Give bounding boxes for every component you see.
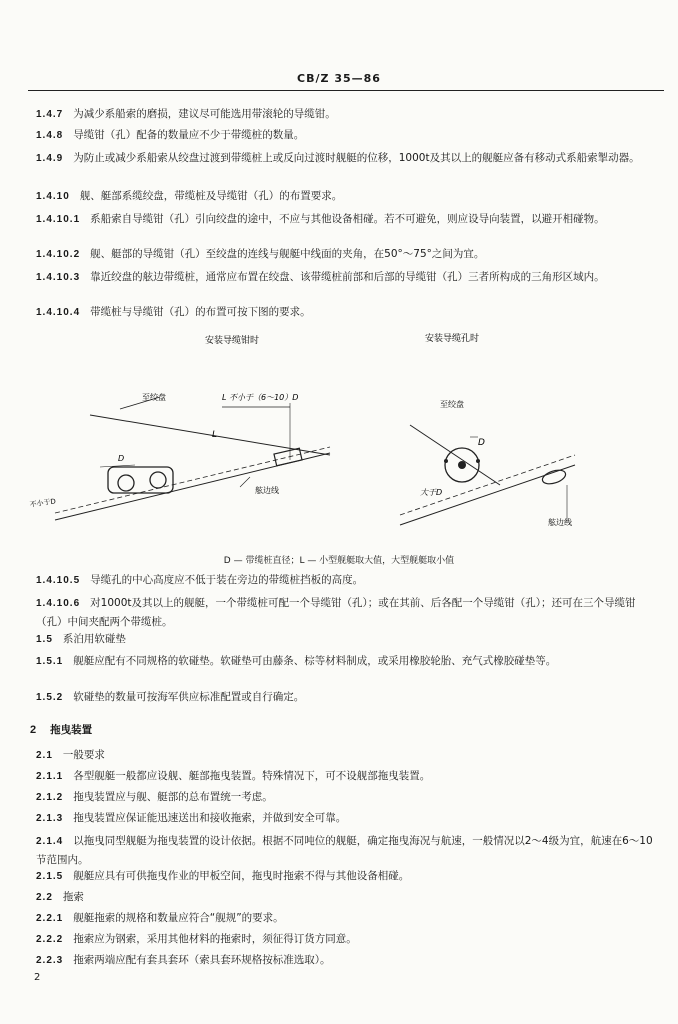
paragraph bbox=[36, 305, 656, 320]
right-D-label: D bbox=[478, 438, 485, 448]
edge-leader bbox=[240, 477, 250, 487]
section-heading bbox=[36, 632, 656, 647]
clause-text: 带缆桩与导缆钳（孔）的布置可按下图的要求。 bbox=[90, 306, 311, 318]
header-rule bbox=[28, 90, 664, 91]
clause-text: 舰艇拖索的规格和数量应符合“舰规”的要求。 bbox=[73, 912, 284, 924]
chapter-heading bbox=[30, 723, 650, 738]
paragraph bbox=[36, 690, 656, 705]
clause-text: 为防止或减少系船索从绞盘过渡到带缆桩上或反向过渡时舰艇的位移，1000t及其以上的舰艇应备有移动式系船索掣动器。 bbox=[73, 152, 640, 164]
bollard-post bbox=[150, 472, 166, 488]
bollard-hole bbox=[476, 459, 480, 463]
clause-text: 一般要求 bbox=[62, 749, 105, 761]
paragraph bbox=[36, 268, 656, 287]
paragraph bbox=[36, 869, 656, 884]
clause-text: 拖曳装置应与舰、艇部的总布置统一考虑。 bbox=[73, 791, 273, 803]
clause-number: 1.5.1 bbox=[36, 656, 64, 667]
clause-text: 拖曳装置应保证能迅速送出和接收拖索，并做到安全可靠。 bbox=[73, 812, 347, 824]
clause-number: 2.1.2 bbox=[36, 792, 64, 803]
paragraph bbox=[36, 573, 656, 588]
paragraph bbox=[36, 790, 656, 805]
clause-text: 导缆孔的中心高度应不低于装在旁边的带缆桩挡板的高度。 bbox=[90, 574, 364, 586]
chapter-number: 2 bbox=[30, 724, 37, 736]
fairlead-symbol bbox=[274, 448, 302, 466]
paragraph bbox=[36, 128, 656, 143]
paragraph bbox=[36, 769, 656, 784]
paragraph bbox=[36, 210, 656, 229]
clause-number: 1.4.10.6 bbox=[36, 598, 81, 609]
clause-text: 对1000t及其以上的舰艇，一个带缆桩可配一个导缆钳（孔）；或在其前、后各配一个导缆钳（孔）；还可在三个导缆钳（孔）中间夹配两个带缆桩。 bbox=[36, 597, 636, 628]
clause-number: 1.4.10.5 bbox=[36, 575, 81, 586]
paragraph bbox=[36, 594, 656, 632]
paragraph bbox=[36, 811, 656, 826]
left-edge-label: 舷边线 bbox=[255, 486, 279, 495]
paragraph bbox=[36, 107, 656, 122]
clause-number: 1.4.10.2 bbox=[36, 249, 81, 260]
clause-number: 1.4.10.4 bbox=[36, 307, 81, 318]
distance-label: L 不小于（6～10）D bbox=[222, 393, 299, 402]
greater-label: 大于D bbox=[420, 488, 443, 497]
mooring-layout-figure bbox=[0, 325, 678, 565]
clause-text: 系船索自导缆钳（孔）引向绞盘的途中，不应与其他设备相碰。若不可避免，则应设导向装置，以避开相碰物。 bbox=[90, 213, 605, 225]
clause-text: 拖索应为钢索，采用其他材料的拖索时，须征得订货方同意。 bbox=[73, 933, 357, 945]
rope-line bbox=[410, 425, 500, 485]
bollard-hole bbox=[444, 459, 448, 463]
clause-number: 1.4.9 bbox=[36, 153, 64, 164]
clause-number: 1.4.10.3 bbox=[36, 272, 81, 283]
section-heading bbox=[36, 890, 656, 905]
clause-text: 拖索两端应配有套具套环（索具套环规格按标准选取）。 bbox=[73, 954, 331, 966]
left-figure-title: 安装导缆钳时 bbox=[205, 336, 260, 346]
clause-number: 1.5.2 bbox=[36, 692, 64, 703]
clause-number: 2.2.1 bbox=[36, 913, 64, 924]
paragraph bbox=[36, 652, 656, 671]
section-heading bbox=[36, 748, 656, 763]
clause-text: 靠近绞盘的舷边带缆桩，通常应布置在绞盘、该带缆桩前部和后部的导缆钳（孔）三者所构成的三角形区域内。 bbox=[90, 271, 605, 283]
clause-text: 舰艇应配有不同规格的软碰垫。软碰垫可由藤条、棕等材料制成，或采用橡胶轮胎、充气式橡胶碰垫等。 bbox=[73, 655, 557, 667]
right-capstan-label: 至绞盘 bbox=[440, 400, 464, 409]
paragraph bbox=[36, 911, 656, 926]
paragraph bbox=[36, 832, 656, 870]
clause-text: 为减少系船索的磨损，建议尽可能选用带滚轮的导缆钳。 bbox=[73, 108, 336, 120]
clause-number: 1.4.10 bbox=[36, 191, 70, 202]
clause-text: 舰艇应具有可供拖曳作业的甲板空间，拖曳时拖索不得与其他设备相碰。 bbox=[73, 870, 410, 882]
clause-text: 拖索 bbox=[62, 891, 84, 903]
clause-text: 舰、艇部的导缆钳（孔）至绞盘的连线与舰艇中线面的夹角，在50°～75°之间为宜。 bbox=[90, 248, 485, 260]
clause-number: 1.4.8 bbox=[36, 130, 64, 141]
figure-caption: D — 带缆桩直径；L — 小型舰艇取大值，大型舰艇取小值 bbox=[223, 556, 455, 566]
paragraph bbox=[36, 149, 656, 168]
fairlead-hole-symbol bbox=[541, 468, 568, 487]
clause-number: 1.4.10.1 bbox=[36, 214, 81, 225]
right-diagram bbox=[400, 399, 575, 527]
bollard-center bbox=[458, 461, 466, 469]
clause-text: 舰、艇部系缆绞盘，带缆桩及导缆钳（孔）的布置要求。 bbox=[79, 190, 343, 202]
paragraph bbox=[36, 953, 656, 968]
clause-number: 2.1.1 bbox=[36, 771, 64, 782]
document-header: CB/Z 35—86 bbox=[297, 72, 381, 85]
clause-text: 导缆钳（孔）配备的数量应不少于带缆桩的数量。 bbox=[73, 129, 305, 141]
clause-text: 以拖曳同型舰艇为拖曳装置的设计依据。根据不同吨位的舰艇，确定拖曳海况与航速，一般情况以2～4级为宜，航速在6～10节范围内。 bbox=[36, 835, 653, 866]
clause-text: 系泊用软碰垫 bbox=[62, 633, 126, 645]
clause-number: 1.5 bbox=[36, 634, 53, 645]
clause-number: 2.1 bbox=[36, 750, 53, 761]
left-diagram bbox=[29, 392, 330, 520]
L-label: L bbox=[212, 430, 218, 440]
clause-number: 1.4.7 bbox=[36, 109, 64, 120]
paragraph bbox=[36, 189, 656, 204]
rope-dashed-line bbox=[400, 455, 575, 515]
right-edge-label: 舷边线 bbox=[548, 518, 572, 527]
chapter-title: 拖曳装置 bbox=[50, 724, 93, 736]
clause-number: 2.1.4 bbox=[36, 836, 64, 847]
clause-text: 各型舰艇一般都应设舰、艇部拖曳装置。特殊情况下，可不设舰部拖曳装置。 bbox=[73, 770, 431, 782]
right-figure-title: 安装导缆孔时 bbox=[425, 334, 480, 344]
clause-number: 2.2.3 bbox=[36, 955, 64, 966]
paragraph bbox=[36, 247, 656, 262]
clause-text: 软碰垫的数量可按海军供应标准配置或自行确定。 bbox=[73, 691, 305, 703]
D-label: D bbox=[118, 454, 125, 463]
paragraph bbox=[36, 932, 656, 947]
bollard-base bbox=[108, 467, 173, 493]
clause-number: 2.2.2 bbox=[36, 934, 64, 945]
rope-dashed-line bbox=[55, 447, 330, 513]
page-number: 2 bbox=[34, 972, 41, 983]
left-capstan-label: 至绞盘 bbox=[142, 393, 166, 402]
clause-number: 2.2 bbox=[36, 892, 53, 903]
clause-number: 2.1.5 bbox=[36, 871, 64, 882]
min-distance-label: 不小于D bbox=[29, 497, 57, 509]
clause-number: 2.1.3 bbox=[36, 813, 64, 824]
bollard-post bbox=[118, 475, 134, 491]
